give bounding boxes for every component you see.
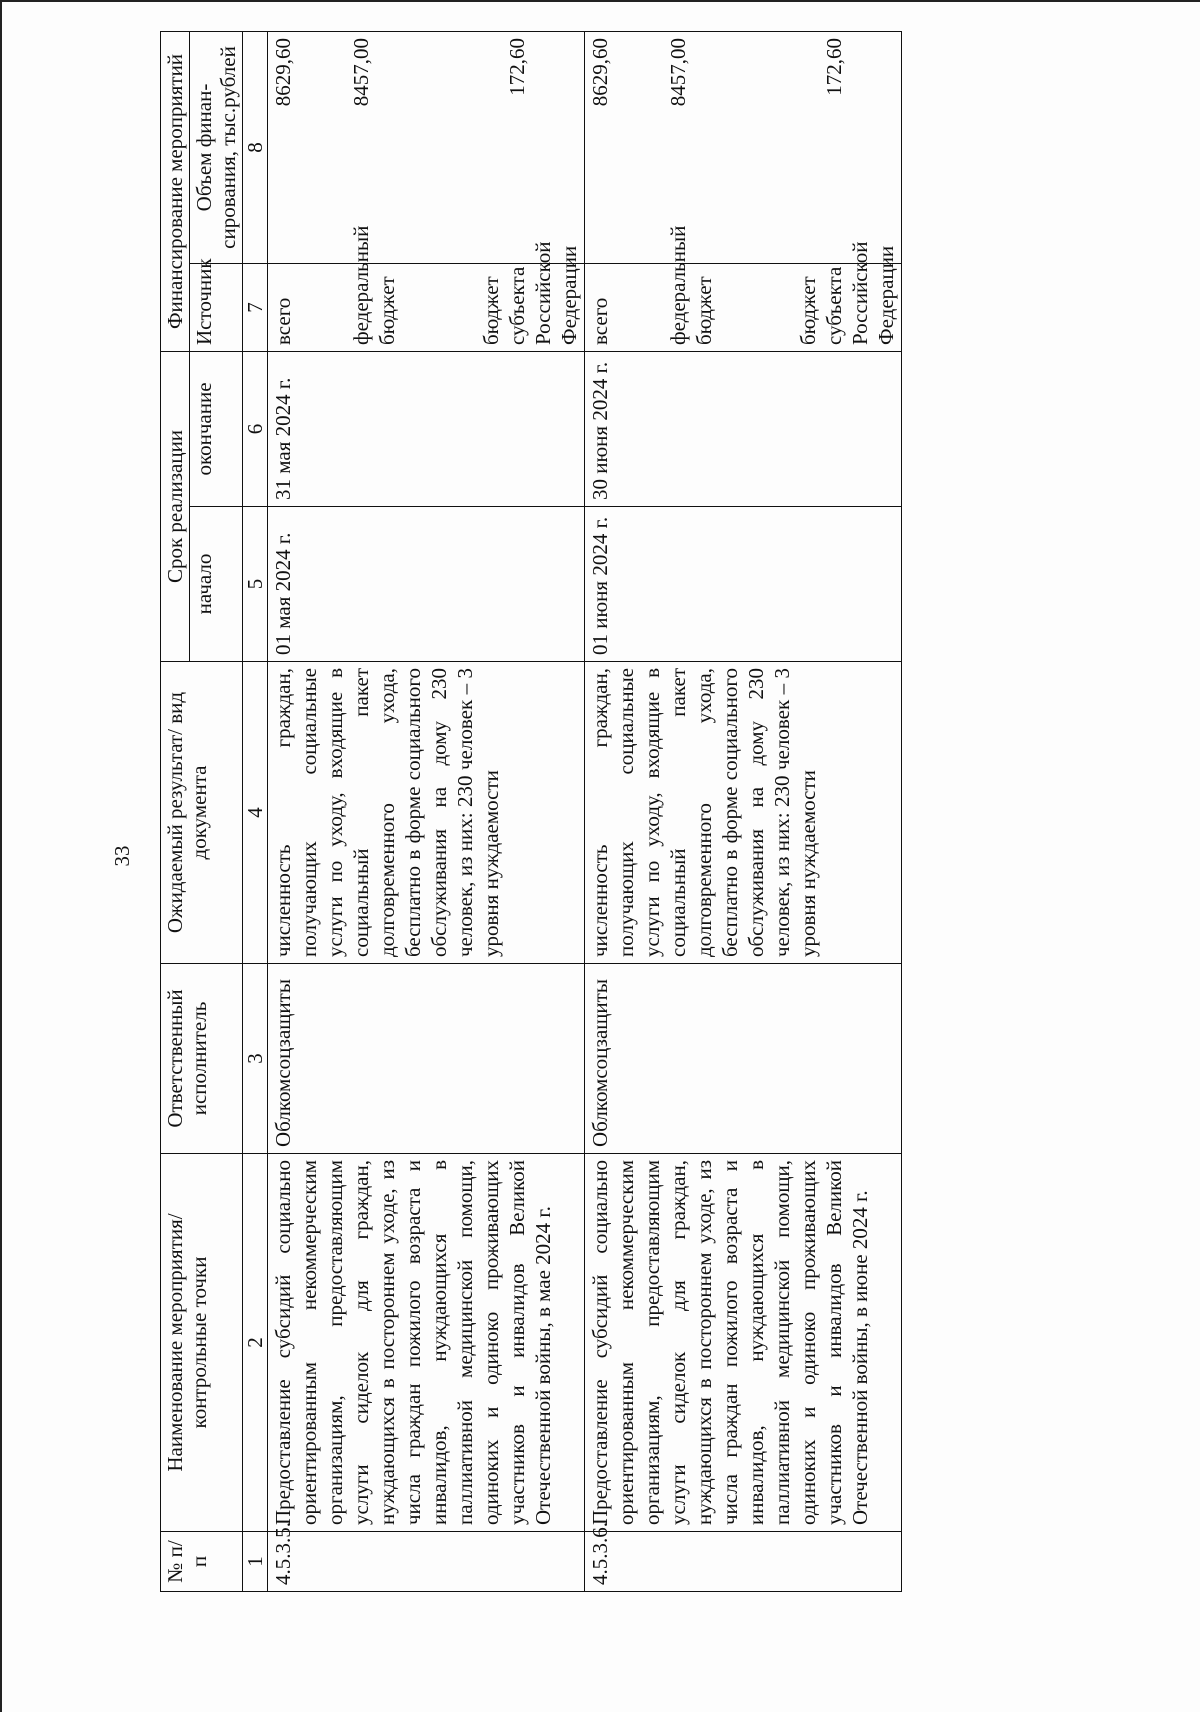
row-executor: Облкомсоцзащиты	[585, 964, 902, 1154]
activities-table	[160, 31, 902, 1592]
fin-source-federal: федеральный бюджет	[349, 225, 399, 345]
row-activity-name: Предоставление субсидий социально ориентированным некоммерческим организациям, предоставляющим услуги сиделок для граждан, нуждающихся в постороннем уходе, из числа граждан пожилого возраста и инвалидов, нуждающихся в паллиативной медицинской помощи, одиноких и одиноко проживающих участников и инвалидов Великой Отечественной войны, в июне 2024 г.	[585, 1154, 902, 1532]
column-number: 6	[243, 352, 268, 507]
header-row-1	[161, 32, 190, 1592]
header-fin-source: Источник	[190, 264, 243, 352]
column-number: 3	[243, 964, 268, 1154]
fin-volume-total: 8629,60	[588, 38, 612, 107]
fin-source-regional: бюджет субъекта Российской Федерации	[479, 241, 581, 345]
row-fin-volumes	[268, 32, 585, 264]
fin-volume-federal: 8457,00	[666, 38, 690, 107]
fin-source-total: всего	[271, 297, 295, 345]
row-number: 4.5.3.6.	[585, 1532, 902, 1592]
table-row	[585, 32, 902, 1592]
row-start-date: 01 мая 2024 г.	[268, 507, 585, 662]
page-number: 33	[110, 845, 134, 867]
row-expected-result: численность граждан, получающих социальные услуги по уходу, входящие в социальный пакет долговременного ухода, бесплатно в форме социального обслуживания на дому 230 человек, из них: 230 человек – 3 уровня нуждаемости	[585, 662, 902, 964]
row-activity-name: Предоставление субсидий социально ориентированным некоммерческим организациям, предоставляющим услуги сиделок для граждан, нуждающихся в постороннем уходе, из числа граждан пожилого возраста и инвалидов, нуждающихся в паллиативной медицинской помощи, одиноких и одиноко проживающих участников и инвалидов Великой Отечественной войны, в мае 2024 г.	[268, 1154, 585, 1532]
header-period-end: окончание	[190, 352, 243, 507]
header-financing: Финансирование мероприятий	[161, 32, 190, 352]
header-expected-result: Ожидаемый результат/ вид документа	[161, 662, 243, 964]
column-number: 2	[243, 1154, 268, 1532]
header-period-start: начало	[190, 507, 243, 662]
column-number: 8	[243, 32, 268, 264]
row-fin-sources	[268, 225, 585, 352]
fin-volume-federal: 8457,00	[349, 38, 373, 107]
column-numbers-row	[243, 32, 268, 1592]
fin-volume-regional: 172,60	[822, 38, 846, 96]
column-number: 1	[243, 1532, 268, 1592]
row-expected-result: численность граждан, получающих социальные услуги по уходу, входящие в социальный пакет долговременного ухода, бесплатно в форме социального обслуживания на дому 230 человек, из них: 230 человек – 3 уровня нуждаемости	[268, 662, 585, 964]
table-row	[268, 32, 585, 1592]
header-period: Срок реализации	[161, 352, 190, 662]
header-activity-name: Наименование мероприятия/ контрольные точки	[161, 1154, 243, 1532]
fin-volume-total: 8629,60	[271, 38, 295, 107]
header-executor: Ответственный исполнитель	[161, 964, 243, 1154]
row-executor: Облкомсоцзащиты	[268, 964, 585, 1154]
row-fin-volumes	[585, 32, 902, 264]
header-fin-volume: Объем финан- сирования, тыс.рублей	[190, 32, 243, 264]
row-start-date: 01 июня 2024 г.	[585, 507, 902, 662]
column-number: 5	[243, 507, 268, 662]
row-end-date: 31 мая 2024 г.	[268, 352, 585, 507]
row-fin-sources	[585, 225, 902, 352]
column-number: 7	[243, 264, 268, 352]
row-number: 4.5.3.5.	[268, 1532, 585, 1592]
fin-source-federal: федеральный бюджет	[666, 225, 716, 345]
header-number: № п/п	[161, 1532, 243, 1592]
row-end-date: 30 июня 2024 г.	[585, 352, 902, 507]
fin-source-regional: бюджет субъекта Российской Федерации	[796, 241, 898, 345]
fin-source-total: всего	[588, 297, 612, 345]
column-number: 4	[243, 662, 268, 964]
fin-volume-regional: 172,60	[505, 38, 529, 96]
